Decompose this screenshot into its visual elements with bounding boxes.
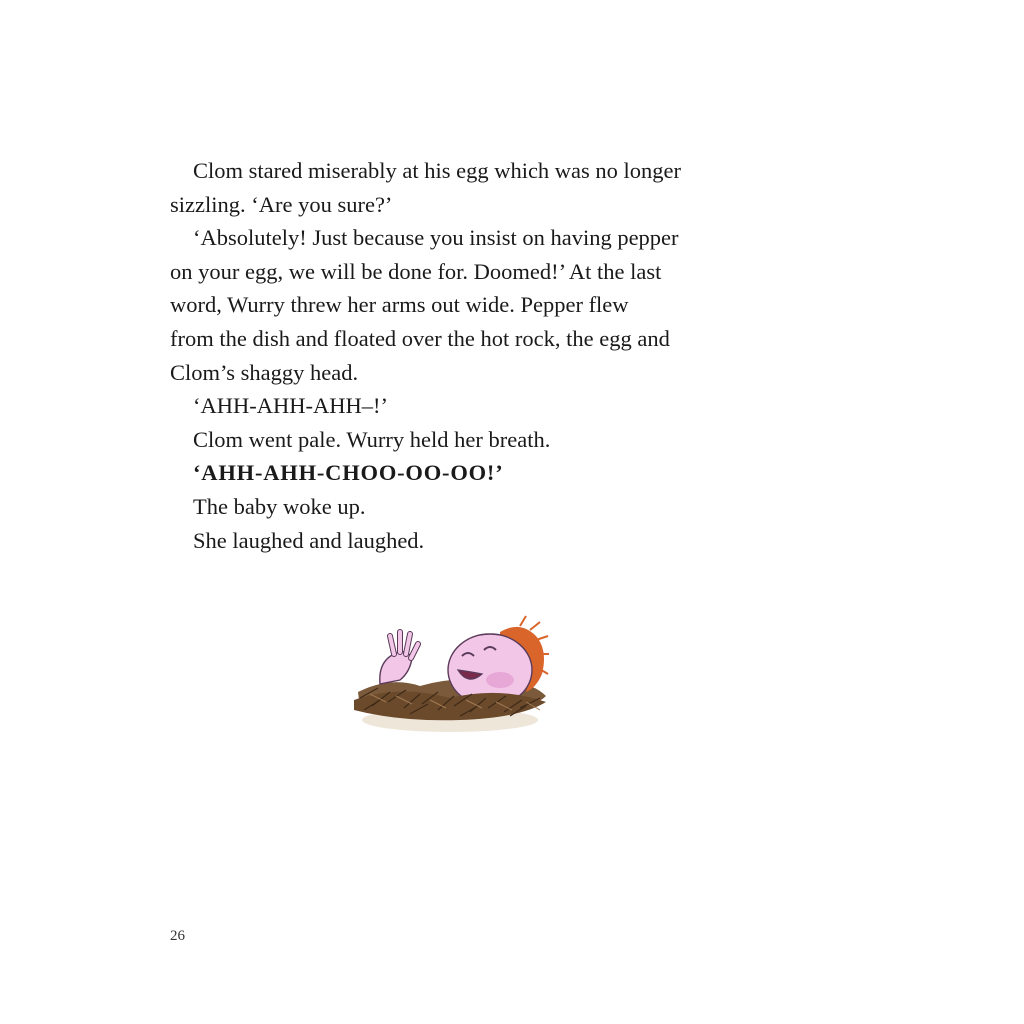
paragraph-line: Clom’s shaggy head. — [170, 359, 359, 385]
laughing-baby-in-nest-illustration — [350, 614, 550, 738]
paragraph-line: ‘Absolutely! Just because you insist on having pepper — [193, 225, 679, 251]
paragraph-line: sizzling. ‘Are you sure?’ — [170, 191, 393, 217]
laughing-baby-illustration — [350, 614, 550, 738]
page-number: 26 — [170, 928, 185, 944]
paragraph-line: word, Wurry threw her arms out wide. Pepper flew — [170, 292, 629, 318]
paragraph-line: on your egg, we will be done for. Doomed!’ At the last — [170, 258, 662, 284]
sneeze-line: ‘AHH-AHH-CHOO-OO-OO!’ — [193, 460, 504, 486]
paragraph-line: from the dish and floated over the hot rock, the egg and — [170, 325, 670, 351]
paragraph-line: Clom stared miserably at his egg which was no longer — [193, 158, 682, 183]
paragraph-line: She laughed and laughed. — [193, 527, 425, 553]
paragraph-line: Clom went pale. Wurry held her breath. — [193, 426, 551, 452]
paragraph-line: ‘AHH-AHH-AHH–!’ — [193, 393, 388, 419]
paragraph-line: The baby woke up. — [193, 493, 366, 519]
story-text — [170, 154, 770, 557]
